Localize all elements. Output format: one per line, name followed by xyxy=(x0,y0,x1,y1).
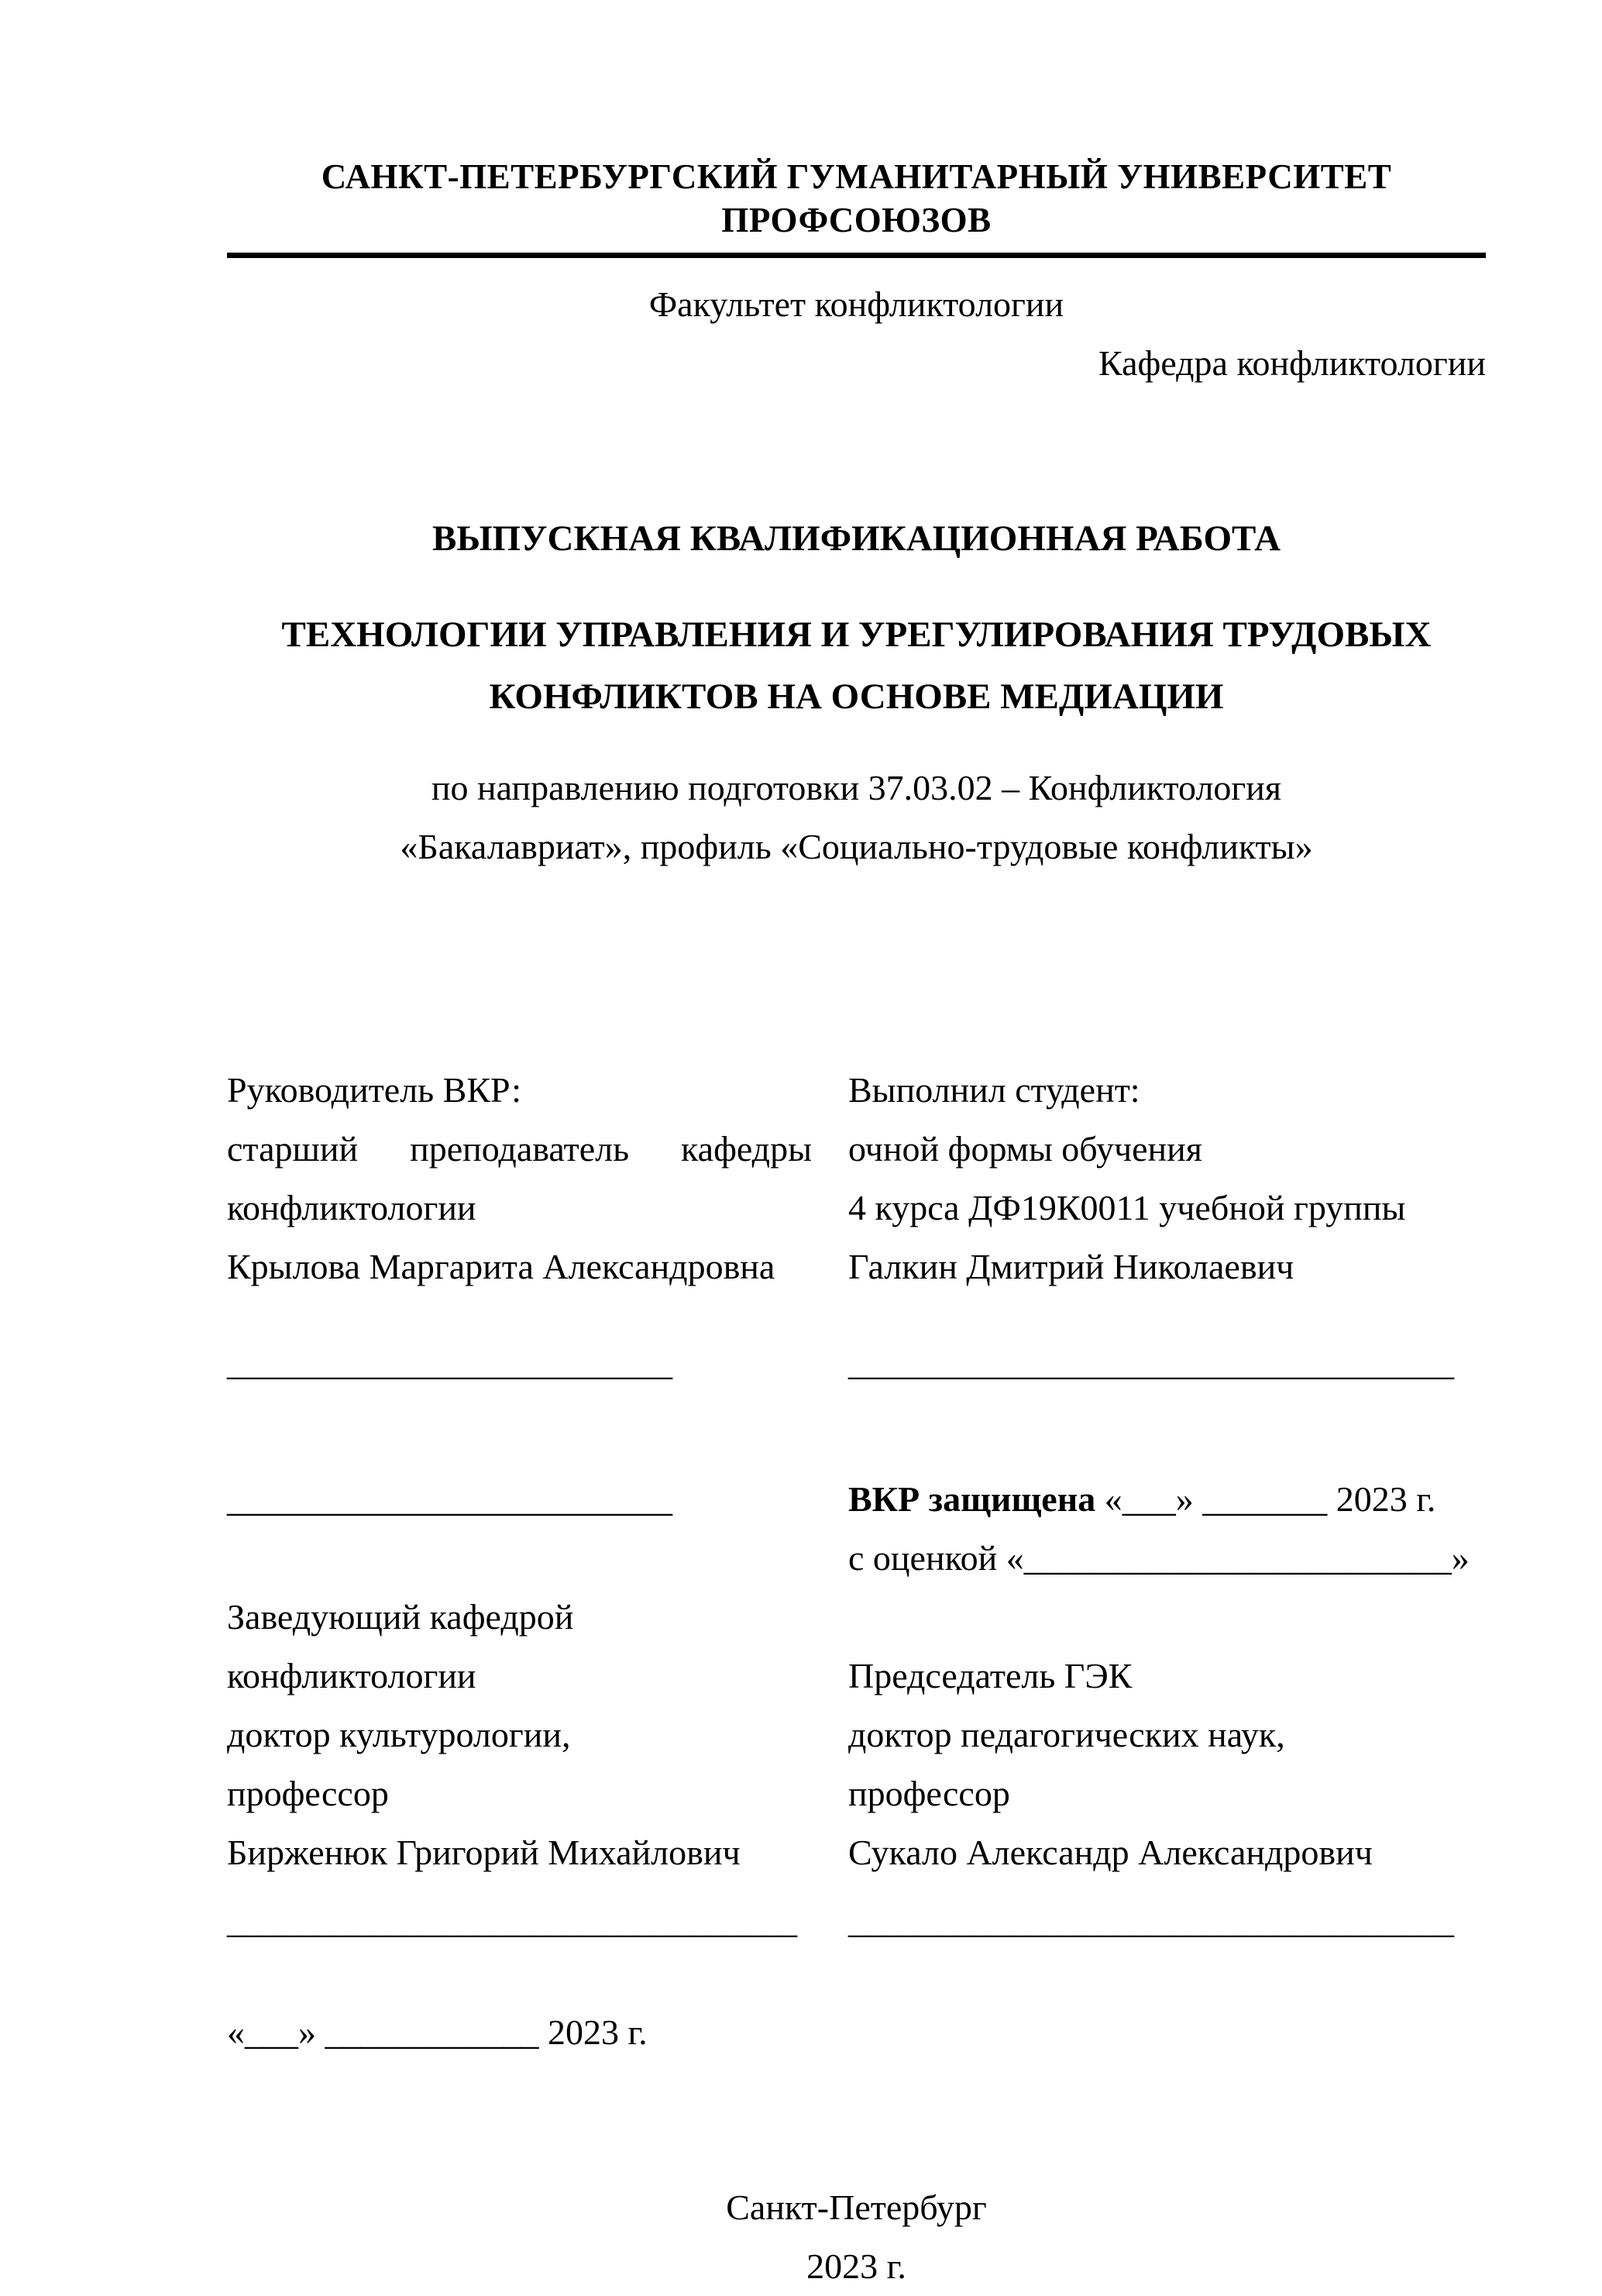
signature-row-2 xyxy=(227,1892,1486,1950)
work-type-heading: ВЫПУСКНАЯ КВАЛИФИКАЦИОННАЯ РАБОТА xyxy=(431,518,1281,559)
thesis-title-line1: ТЕХНОЛОГИИ УПРАВЛЕНИЯ И УРЕГУЛИРОВАНИЯ ТРУДОВЫХ xyxy=(281,614,1432,655)
head-degree-line1: доктор культурологии, xyxy=(227,1715,571,1754)
spacer-cell xyxy=(848,1588,1486,1647)
footer-city: Санкт-Петербург xyxy=(726,2188,987,2227)
faculty-name: Факультет конфликтологии xyxy=(648,284,1064,324)
thesis-title-line2: КОНФЛИКТОВ НА ОСНОВЕ МЕДИАЦИИ xyxy=(489,676,1224,717)
student-info-line2: 4 курса ДФ19К0011 учебной группы xyxy=(848,1188,1406,1227)
gek-chair-degree-line1: доктор педагогических наук, xyxy=(848,1715,1285,1754)
program-direction: по направлению подготовки 37.03.02 – Конфликтология xyxy=(431,768,1282,807)
roles-block xyxy=(227,1061,1486,1296)
head-bottom-signature-line: ________________________________ xyxy=(227,1901,797,1940)
student-signature-line: __________________________________ xyxy=(848,1343,1454,1382)
signature-row-1 xyxy=(227,1334,1486,1392)
approval-block xyxy=(227,1470,1486,1882)
gek-chair-degree-line2: профессор xyxy=(848,1774,1010,1813)
supervisor-signature-line: _________________________ xyxy=(227,1343,672,1382)
supervisor-name: Крылова Маргарита Александровна xyxy=(227,1247,775,1286)
defense-date-blank: «___» _______ 2023 г. xyxy=(1095,1479,1436,1519)
supervisor-label: Руководитель ВКР: xyxy=(227,1070,522,1110)
university-name: САНКТ-ПЕТЕРБУРГСКИЙ ГУМАНИТАРНЫЙ УНИВЕРСИТЕТ ПРОФСОЮЗОВ xyxy=(227,155,1486,258)
supervisor-position-line2: конфликтологии xyxy=(227,1188,476,1227)
head-degree-line2: профессор xyxy=(227,1774,389,1813)
student-label: Выполнил студент: xyxy=(848,1070,1140,1110)
footer-year: 2023 г. xyxy=(806,2246,906,2286)
thesis-title xyxy=(227,604,1486,728)
head-name: Бирженюк Григорий Михайлович xyxy=(227,1833,741,1872)
student-name: Галкин Дмитрий Николаевич xyxy=(848,1247,1294,1286)
spacer-cell xyxy=(227,1529,812,1588)
defense-status-label: ВКР защищена xyxy=(848,1479,1096,1519)
footer xyxy=(227,2178,1486,2296)
department-name: Кафедра конфликтологии xyxy=(1098,343,1486,383)
head-title-line1: Заведующий кафедрой xyxy=(227,1597,574,1637)
head-date-blank: «___» ____________ 2023 г. xyxy=(227,2012,648,2052)
program-profile: «Бакалавриат», профиль «Социально-трудовые конфликты» xyxy=(400,827,1313,866)
head-signature-line: _________________________ xyxy=(227,1479,672,1519)
head-title-line2: конфликтологии xyxy=(227,1656,476,1695)
supervisor-position-line1: старший преподаватель кафедры xyxy=(227,1129,812,1169)
gek-chair-bottom-signature-line: __________________________________ xyxy=(848,1901,1454,1940)
gek-chair-title: Председатель ГЭК xyxy=(848,1656,1133,1695)
program-block xyxy=(227,759,1486,876)
student-info-line1: очной формы обучения xyxy=(848,1129,1202,1169)
defense-grade-line: с оценкой «________________________» xyxy=(848,1538,1470,1578)
defense-status-line xyxy=(848,1470,1486,1529)
gek-chair-name: Сукало Александр Александрович xyxy=(848,1833,1373,1872)
